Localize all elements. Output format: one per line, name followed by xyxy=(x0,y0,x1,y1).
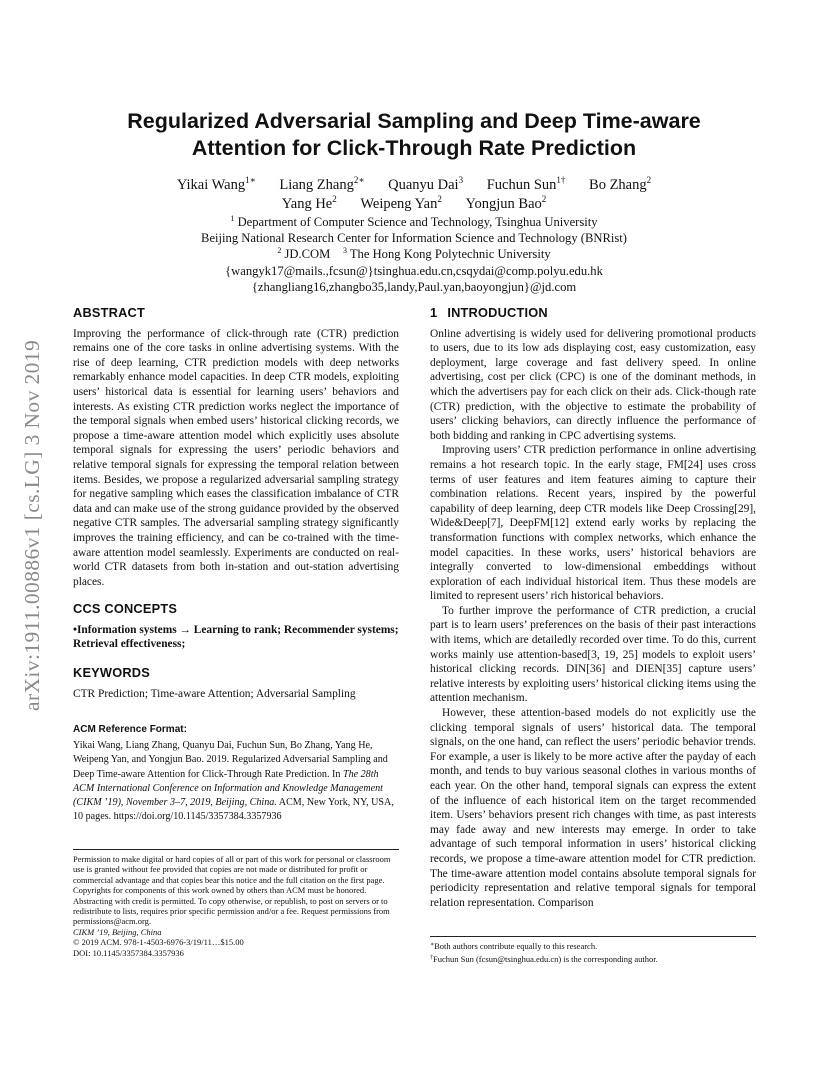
author-list xyxy=(70,176,758,214)
permission-text: Permission to make digital or hard copies of all or part of this work for personal or classroom use is granted without fee provided that copies are not made or distributed for profit or commercial advantage and that copies bear this notice and the full citation on the first page. Copyrights for components of this work owned by others than ACM must be honored. Abstracting with credit is permitted. To copy otherwise, or republish, to post on servers or to redistribute to lists, requires prior specific permission and/or a fee. Request permissions from permissions@acm.org. xyxy=(73,854,391,927)
affiliation-line: Beijing National Research Center for Information Science and Technology (BNRist) xyxy=(201,231,627,246)
footnote: ∗Both authors contribute equally to this research. xyxy=(430,941,598,951)
acm-reference-heading: ACM Reference Format: xyxy=(73,724,187,736)
paper-title xyxy=(70,108,758,162)
author: Liang Zhang$^{2∗}$ xyxy=(279,175,365,193)
author: Fuchun Sun$^{1\dagger}$ xyxy=(486,175,566,193)
ccs-heading: CCS CONCEPTS xyxy=(73,601,178,617)
title-line-2: Attention for Click-Through Rate Prediction xyxy=(191,136,637,160)
acm-reference xyxy=(73,723,399,824)
permission-venue: CIKM ’19, Beijing, China xyxy=(73,926,162,937)
affiliations xyxy=(70,214,758,295)
footnotes xyxy=(430,936,756,965)
author: Quanyu Dai$^3$ xyxy=(388,175,464,193)
right-column xyxy=(430,306,756,910)
author: Yang He$^2$ xyxy=(281,194,337,212)
intro-paragraph: Improving users’ CTR prediction performance in online advertising remains a hot research topic. In the early stage, FM[24] uses cross terms of user features and item features aiming to capture their combination relations. Recent years, inspired by the powerful capability of deep learning, deep CTR models like Deep Crossing[29], Wide&Deep[7], DeepFM[12] extend early works by replacing the transformation functions with complex networks, which enhance the model capacities. In these works, users’ historical behaviors are integrally converted to low-dimensional embeddings without exploration of each individual historical item. Thus these models are limited to represent users’ rich historical behaviors. xyxy=(430,444,756,603)
email-line: {zhangliang16,zhangbo35,landy,Paul.yan,baoyongjun}@jd.com xyxy=(251,279,577,294)
acm-reference-text: Yikai Wang, Liang Zhang, Quanyu Dai, Fuchun Sun, Bo Zhang, Yang He, Weipeng Yan, and Yongjun Bao. 2019. Regularized Adversarial Sampling and Deep Time-aware Attention for Click-Through Rate Prediction. In The 28th ACM International Conference on Information and Knowledge Management (CIKM ’19), November 3–7, 2019, Beijing, China. ACM, New York, NY, USA, 10 pages. https://doi.org/10.1145/3357384.3357936 xyxy=(73,740,394,822)
arxiv-identifier: arXiv:1911.00886v1 [cs.LG] 3 Nov 2019 xyxy=(20,339,44,711)
permission-notice xyxy=(73,849,399,958)
ccs-section xyxy=(73,602,399,652)
author: Bo Zhang$^2$ xyxy=(589,175,652,193)
introduction-heading: 1 INTRODUCTION xyxy=(430,305,548,320)
keywords-heading: KEYWORDS xyxy=(73,665,150,681)
permission-doi: DOI: 10.1145/3357384.3357936 xyxy=(73,947,184,958)
left-column xyxy=(73,306,399,824)
author: Weipeng Yan$^2$ xyxy=(360,194,442,212)
author: Yongjun Bao$^2$ xyxy=(465,194,547,212)
author-row-2 xyxy=(70,195,758,214)
keywords-section xyxy=(73,666,399,701)
abstract-text: Improving the performance of click-through rate (CTR) prediction remains one of the core tasks in online advertising systems. With the rise of deep learning, CTR prediction models with deep networks remarkably enhance model capacities. In deep CTR models, exploiting users’ historical data is essential for learning users’ behaviors and interests. As existing CTR prediction works neglect the importance of the temporal signals when embed users’ historical clicking records, we propose a time-aware attention model which explicitly uses absolute temporal signals for expressing the users’ periodic behaviors and relative temporal signals for expressing the temporal relation between items. Besides, we propose a regularized adversarial sampling strategy for negative sampling which eases the classification imbalance of CTR data and can make use of the strong guidance provided by the observed negative CTR samples. The adversarial sampling strategy significantly improves the training efficiency, and can be co-trained with the time-aware attention model seamlessly. Experiments are conducted on real-world CTR datasets from both in-station and out-station advertising places. xyxy=(73,327,399,588)
abstract-heading: ABSTRACT xyxy=(73,305,145,320)
intro-paragraph: To further improve the performance of CTR prediction, a crucial part is to learn users’ preferences on the basis of their past interactions with items, which are detailedly recorded over time. To do this, current works mainly use attention-based[3, 19, 25] models to exploit users’ historical clicking records. DIN[36] and DIEN[35] capture users’ relative interests by exploiting users’ historical clicking items using the attention mechanism. xyxy=(430,604,756,705)
author-row-1 xyxy=(70,176,758,195)
keywords-text: CTR Prediction; Time-aware Attention; Adversarial Sampling xyxy=(73,687,356,700)
title-line-1: Regularized Adversarial Sampling and Deep Time-aware xyxy=(127,109,701,133)
intro-paragraph: However, these attention-based models do not explicitly use the clicking temporal signals of users’ historical data. The temporal signals, on the one hand, can reflect the users’ periodic behavior trends. For example, a user is likely to be more active after the payday of each month, and tends to buy various seasonal clothes in various months of each year. On the other hand, temporal signals can express the extent of the influence of each historical item on the target recommended item. Users’ behaviors present rich changes with time, as past interests may fade away and new interests may emerge. In order to take advantage of such temporal information in users’ historical clicking records, we propose a time-aware attention model for CTR prediction. The time-aware attention model contains absolute temporal signals for periodicity representation and relative temporal signals for temporal relation representation. Comparison xyxy=(430,707,756,909)
intro-paragraph: Online advertising is widely used for delivering promotional products to users, due to its low ads displaying cost, easy customization, easy deployment, large coverage and fast delivery speed. In online advertising, cost per click (CPC) is one of the dominant methods, in which the advertisers pay for each click on their ads. Click-though rate (CTR) prediction, with the objective to estimate the probability of users’ clicking behaviors, can directly influence the performance of both bidding and ranking in CPC advertising systems. xyxy=(430,327,756,442)
email-line: {wangyk17@mails.,fcsun@}tsinghua.edu.cn,csqydai@comp.polyu.edu.hk xyxy=(225,263,603,278)
affiliation-line: $^1$ Department of Computer Science and Technology, Tsinghua University xyxy=(230,214,598,229)
author: Yikai Wang$^{1∗}$ xyxy=(176,175,256,193)
ccs-text: •Information systems → Learning to rank; Recommender systems; Retrieval effectiveness; xyxy=(73,623,399,651)
permission-copyright: © 2019 ACM. 978-1-4503-6976-3/19/11…$15.00 xyxy=(73,937,244,948)
affiliation-line: $^2$ JD.COM $^3$ The Hong Kong Polytechnic University xyxy=(277,246,551,262)
footnote: †Fuchun Sun (fcsun@tsinghua.edu.cn) is the corresponding author. xyxy=(430,954,658,964)
